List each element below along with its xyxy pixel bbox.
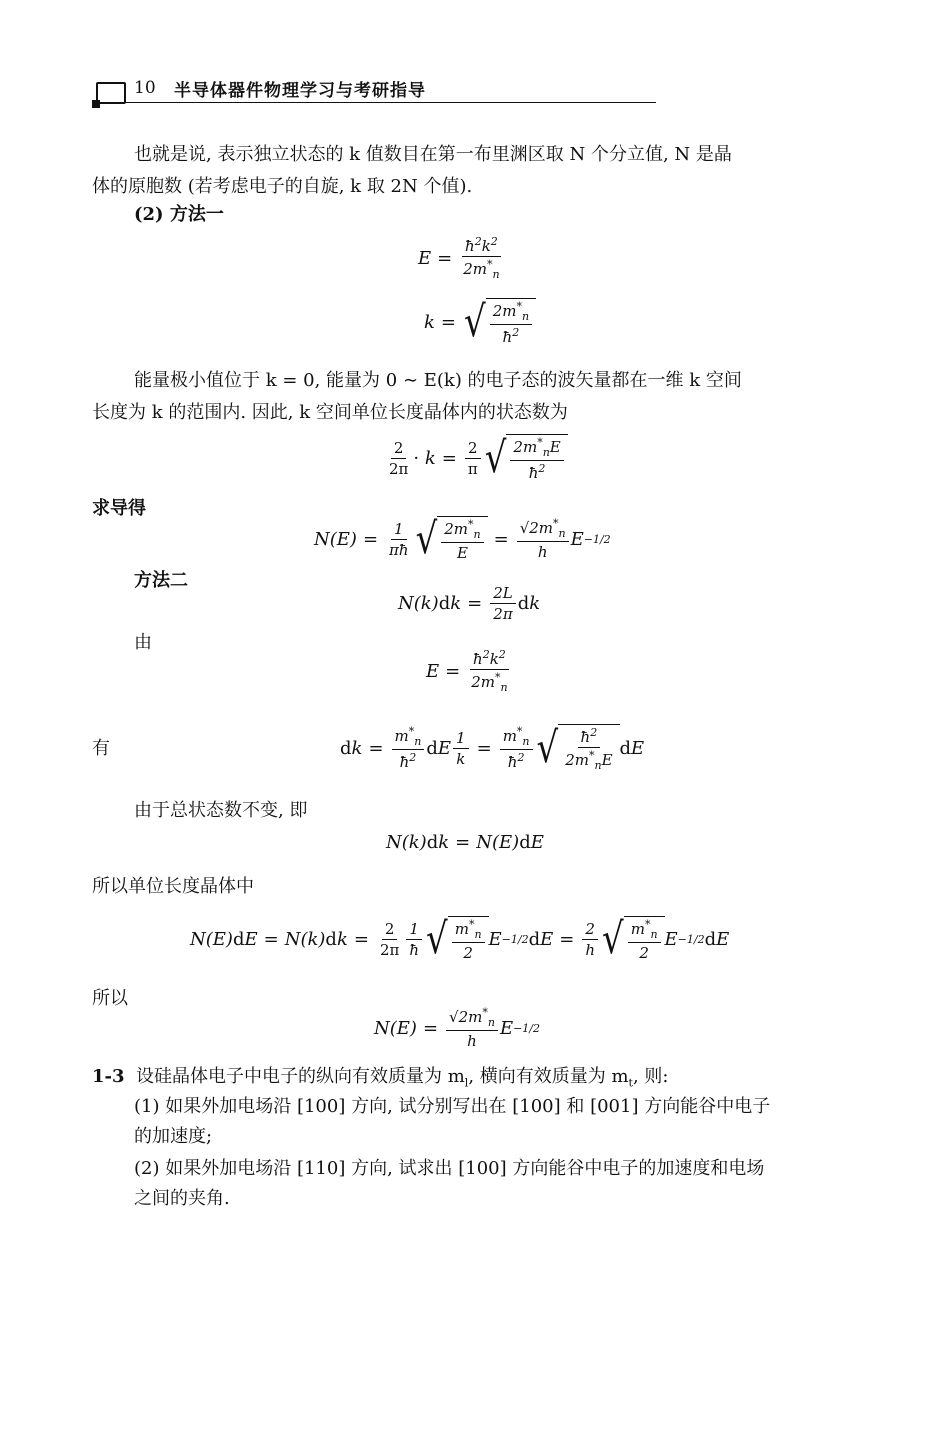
question-two-line: (2) 如果外加电场沿 [110] 方向, 试求出 [100] 方向能谷中电子的加速度和电场 (134, 1158, 765, 1179)
so-label: 所以 (92, 988, 128, 1009)
problem-text-a: 设硅晶体电子中电子的纵向有效质量为 m (135, 1066, 465, 1087)
paragraph-line: 能量极小值位于 k = 0, 能量为 0 ∼ E(k) 的电子态的波矢量都在一维 k 空间 (134, 370, 742, 391)
page-number: 10 (134, 78, 156, 98)
paragraph-line: 也就是说, 表示独立状态的 k 值数目在第一布里渊区取 N 个分立值, N 是晶 (134, 144, 732, 165)
equation-energy: E = $\frac{ħ^2k^2}{2m^*_n}$ (418, 235, 500, 281)
equation-energy-repeat: E = $\frac{ħ^2k^2}{2m^*_n}$ (426, 648, 508, 694)
subscript-t: t (628, 1076, 633, 1090)
derive-label: 求导得 (92, 498, 146, 519)
by-label: 由 (134, 632, 152, 653)
equation-density-derivation: N(E) d E = N(k) d k = $\frac{2}{2\pi}$ $\frac{1}{ħ}$ √ $\frac{m^*_n}{2}$ E −1/2 d E = $\frac{2}{h}$ √ $\frac{m^*_n}{2}$ E −1/2 d E (190, 914, 730, 964)
problem-text-c: , 则: (632, 1066, 669, 1087)
paragraph-line: 体的原胞数 (若考虑电子的自旋, k 取 2N 个值). (92, 176, 473, 197)
paragraph-line: 长度为 k 的范围内. 因此, k 空间单位长度晶体内的状态数为 (92, 402, 568, 423)
method-two-label: 方法二 (134, 570, 188, 591)
page-header (96, 72, 656, 106)
header-corner-mark (96, 82, 126, 104)
problem-number: 1-3 (92, 1066, 125, 1087)
question-two-line: 之间的夹角. (134, 1188, 230, 1209)
subscript-l: l (464, 1076, 469, 1090)
question-one-line: (1) 如果外加电场沿 [100] 方向, 试分别写出在 [100] 和 [001] 方向能谷中电子 (134, 1096, 771, 1117)
equation-final-density: N(E) = $\frac{√2m^*_n}{h}$ E −1/2 (374, 1006, 541, 1050)
method-one-label: (2) 方法一 (134, 204, 224, 225)
equation-density-of-states: N(E) = $\frac{1}{\pi ħ}$ √ $\frac{2m^*_n}{E}$ = $\frac{√2m^*_n}{h}$ E −1/2 (314, 514, 611, 564)
book-title: 半导体器件物理学习与考研指导 (174, 81, 426, 101)
equation-wavevector: k = √ $\frac{2m^*_n}{ħ^2}$ (424, 298, 536, 346)
equation-nk: N(k) d k = $\frac{2L}{2\pi}$ d k (398, 584, 541, 623)
since-label: 由于总状态数不变, 即 (134, 800, 308, 821)
equation-dk: d k = $\frac{m^*_n}{ħ^2}$ d E $\frac{1}{k}$ = $\frac{m^*_n}{ħ^2}$ √ $\frac{ħ^2}{2m^*_nE}$ d E (340, 723, 645, 773)
problem-text-b: , 横向有效质量为 m (468, 1066, 629, 1087)
equation-conservation: N(k) d k = N(E) d E (386, 832, 544, 853)
question-one-line: 的加速度; (134, 1126, 213, 1147)
equation-state-count: $\frac{2}{2\pi}$ · k = $\frac{2}{\pi}$ √ $\frac{2m^*_nE}{ħ^2}$ (384, 434, 568, 482)
header-rule (124, 102, 656, 103)
so-unit-label: 所以单位长度晶体中 (92, 876, 254, 897)
have-label: 有 (92, 738, 110, 759)
